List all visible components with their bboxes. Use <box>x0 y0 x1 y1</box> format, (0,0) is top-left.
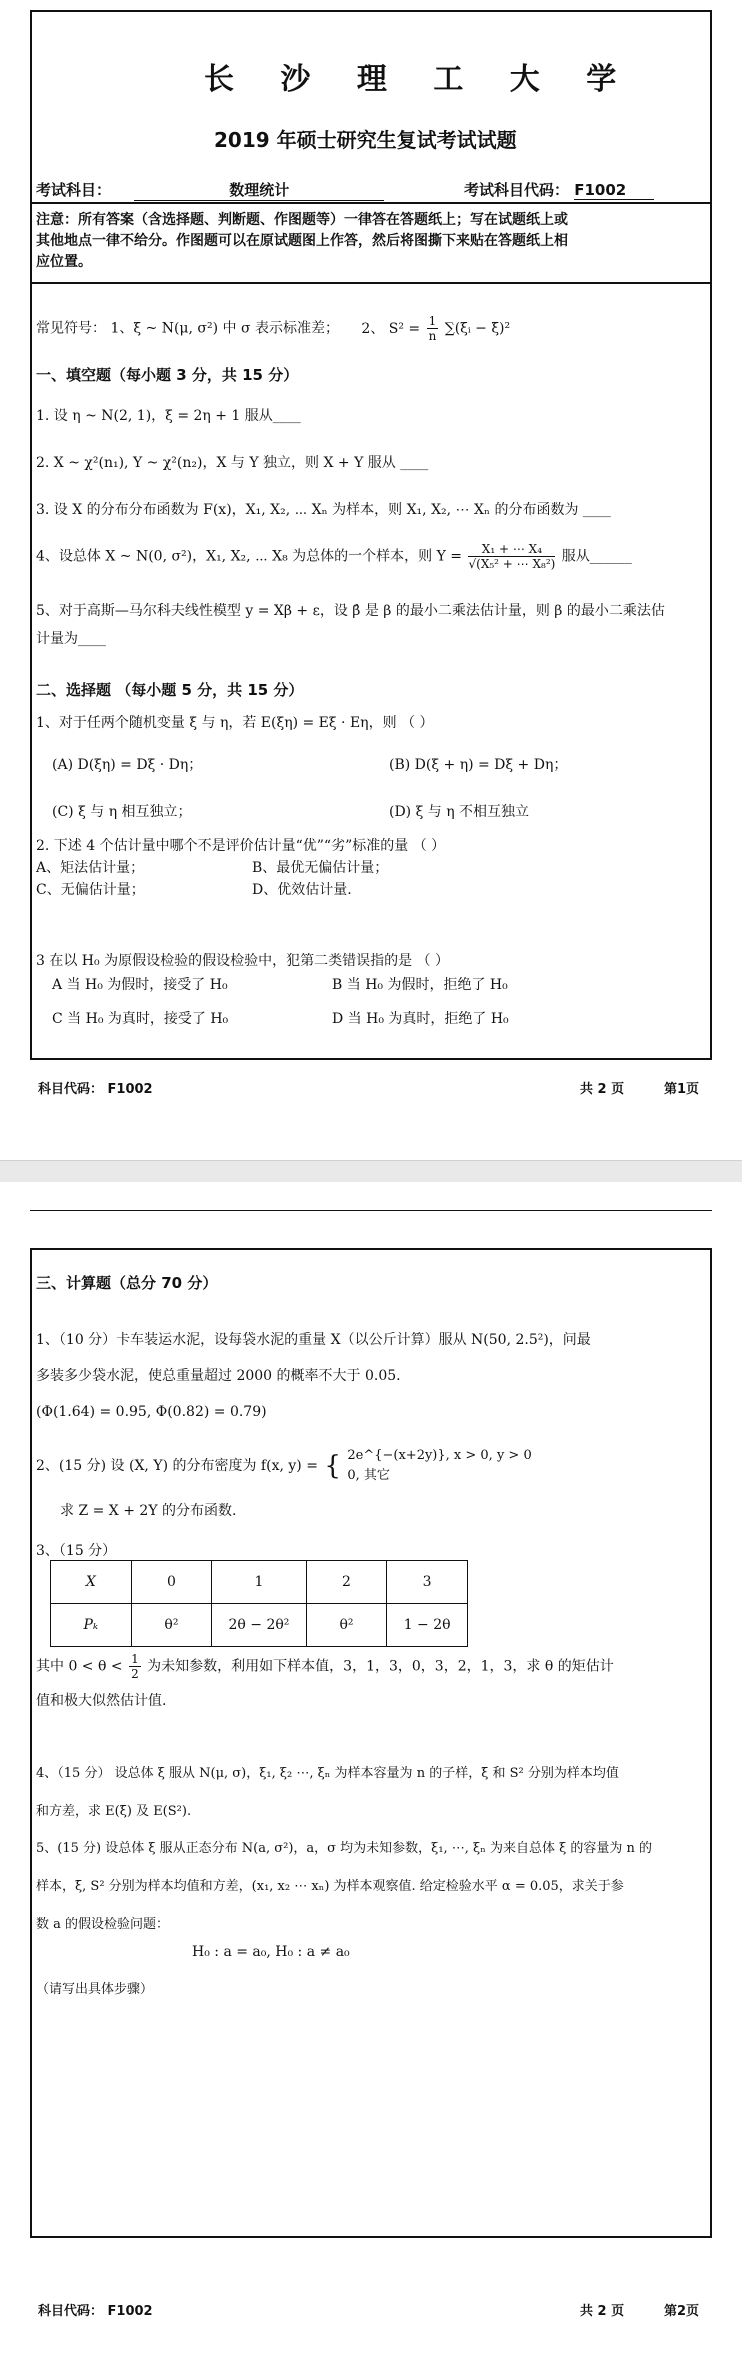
table-cell: 2 <box>306 1561 387 1604</box>
q1-4-fraction: $\frac{\text{X₁ + ⋯ X₄}}{\text{√(X₅² + ⋯ X₈²)}}$ <box>468 542 556 571</box>
q2-1-option-a: (A) D(ξη) = Dξ · Dη； <box>52 757 203 773</box>
calc-3-label: 3、（15 分） <box>36 1543 117 1559</box>
table-cell: 1 <box>212 1561 306 1604</box>
q2-2-option-d: D、优效估计量. <box>252 882 352 898</box>
subject-label: 考试科目： <box>36 181 112 199</box>
table-row <box>51 1604 468 1647</box>
table-cell: 0 <box>131 1561 212 1604</box>
table-cell: Pₖ <box>83 1617 99 1633</box>
q2-2-option-c: C、无偏估计量； <box>36 882 145 898</box>
q2-1-option-d: (D) ξ 与 η 不相互独立 <box>389 804 530 820</box>
table-cell: X <box>85 1574 96 1590</box>
q1-3: 3. 设 X 的分布分布函数为 F(x)，X₁, X₂, ⋯ Xₙ 为样本，则 X₁, X₂, ⋯ Xₙ 的分布函数为 ____ <box>36 502 611 518</box>
distribution-table <box>50 1560 468 1647</box>
calc-1-line: (Φ(1.64) = 0.95, Φ(0.82) = 0.79) <box>36 1404 267 1420</box>
brace: { <box>324 1451 341 1481</box>
q1-5 <box>36 597 665 653</box>
table-row <box>51 1561 468 1604</box>
code-label: 考试科目代码： <box>464 181 570 199</box>
calc-2 <box>36 1446 532 1486</box>
calc-1 <box>36 1322 591 1430</box>
calc-3-pre: 其中 0 < θ < <box>36 1658 123 1675</box>
divider <box>32 202 710 204</box>
q2-1: 1、对于任两个随机变量 ξ 与 η，若 E(ξη) = Eξ · Eη，则 （ ） <box>36 715 434 731</box>
symbols-row <box>36 314 510 343</box>
exam-frame-1 <box>30 10 712 1060</box>
page-separator <box>0 1160 742 1184</box>
symbols-2: 2、 S² = <box>361 320 421 337</box>
q1-4-text: 4、设总体 X ~ N(0, σ²)，X₁, X₂, ⋯ X₈ 为总体的一个样本，则 Y = <box>36 548 463 565</box>
table-cell: 3 <box>387 1561 468 1604</box>
exam-page-1 <box>0 0 742 1160</box>
footer-subject-code: 科目代码： F1002 <box>38 1082 153 1097</box>
symbols-2-fraction: $\frac{1}{n}$ <box>428 314 437 343</box>
code-row <box>464 179 654 200</box>
footer-page-number: 第1页 <box>664 1082 700 1097</box>
calc-3-post: 为未知参数，利用如下样本值，3，1，3，0，3，2，1，3，求 θ 的矩估计 <box>147 1658 614 1675</box>
notice-line: 注意：所有答案（含选择题、判断题、作图题等）一律答在答题纸上；写在试题纸上或 <box>36 212 568 228</box>
calc-2-cases <box>347 1446 531 1486</box>
table-cell: 1 − 2θ <box>387 1604 468 1647</box>
symbols-1: 1、ξ ~ N(μ, σ²) 中 σ 表示标准差； <box>110 320 339 337</box>
table-cell: 2θ − 2θ² <box>212 1604 306 1647</box>
notice <box>36 210 568 273</box>
q1-1: 1. 设 η ~ N(2, 1)，ξ = 2η + 1 服从____ <box>36 408 301 424</box>
q2-3-option-c: C 当 H₀ 为真时，接受了 H₀ <box>52 1011 229 1027</box>
q2-3-option-a: A 当 H₀ 为假时，接受了 H₀ <box>52 977 228 993</box>
section-3-heading: 三、计算题（总分 70 分） <box>36 1274 218 1292</box>
q1-4-tail: 服从______ <box>561 548 632 565</box>
notice-line: 应位置。 <box>36 254 92 270</box>
q2-3-option-d: D 当 H₀ 为真时，拒绝了 H₀ <box>332 1011 509 1027</box>
calc-5-line: 5、(15 分) 设总体 ξ 服从正态分布 N(a, σ²)，a，σ 均为未知参数，ξ₁, ⋯, ξₙ 为来自总体 ξ 的容量为 n 的 <box>36 1841 653 1856</box>
calc-2-text: 2、(15 分) 设 (X, Y) 的分布密度为 f(x, y) = <box>36 1458 318 1474</box>
calc-5-hypothesis: H₀ : a = a₀, H₀ : a ≠ a₀ <box>192 1944 350 1960</box>
q2-3-option-b: B 当 H₀ 为假时，拒绝了 H₀ <box>332 977 508 993</box>
q2-1-option-c: (C) ξ 与 η 相互独立； <box>52 804 192 820</box>
calc-3-line: 值和极大似然估计值. <box>36 1693 167 1709</box>
q2-2: 2. 下述 4 个估计量中哪个不是评价估计量“优”“劣”标准的量 （ ） <box>36 838 446 854</box>
q1-5-line: 计量为____ <box>36 631 106 647</box>
subject-value: 数理统计 <box>134 179 384 201</box>
calc-5-line: 样本，ξ̄, S² 分别为样本均值和方差，(x₁, x₂ ⋯ xₙ) 为样本观察值. 给定检验水平 α = 0.05，求关于参 <box>36 1879 624 1894</box>
q2-2-option-b: B、最优无偏估计量； <box>252 860 389 876</box>
divider <box>32 282 710 284</box>
calc-1-line: 1、（10 分）卡车装运水泥，设每袋水泥的重量 X（以公斤计算）服从 N(50, 2.5²)，问最 <box>36 1332 591 1348</box>
q2-1-option-b: (B) D(ξ + η) = Dξ + Dη； <box>389 757 568 773</box>
calc-1-line: 多装多少袋水泥，使总重量超过 2000 的概率不大于 0.05. <box>36 1368 401 1384</box>
university-name: 长 沙 理 工 大 学 <box>204 62 635 97</box>
q1-5-line: 5、对于高斯—马尔科夫线性模型 y = Xβ + ε，设 β̂ 是 β 的最小二乘法估计量，则 β 的最小二乘法估 <box>36 603 665 619</box>
code-value: F1002 <box>574 181 654 200</box>
calc-3-fraction: $\frac{1}{2}$ <box>131 1652 139 1681</box>
footer-subject-code: 科目代码： F1002 <box>38 2304 153 2319</box>
exam-frame-2 <box>30 1248 712 2238</box>
symbols-2-sum: ∑(ξᵢ − ξ̄)² <box>444 320 511 337</box>
calc-3-text <box>36 1652 614 1681</box>
calc-5-line: 数 a 的假设检验问题： <box>36 1917 170 1932</box>
notice-line: 其他地点一律不给分。作图题可以在原试题图上作答，然后将图撕下来贴在答题纸上相 <box>36 233 568 249</box>
calc-2-question: 求 Z = X + 2Y 的分布函数. <box>60 1503 237 1519</box>
section-2-heading: 二、选择题 （每小题 5 分，共 15 分） <box>36 681 304 699</box>
footer-page-number: 第2页 <box>664 2304 700 2319</box>
subject-row <box>36 179 384 201</box>
calc-5 <box>36 1830 652 1944</box>
q2-2-option-a: A、矩法估计量； <box>36 860 145 876</box>
table-cell: θ² <box>131 1604 212 1647</box>
calc-4 <box>36 1755 619 1831</box>
top-rule <box>30 1210 712 1211</box>
footer-total-pages: 共 2 页 <box>580 1082 625 1097</box>
calc-4-line: 4、（15 分） 设总体 ξ 服从 N(μ, σ)，ξ₁, ξ₂ ⋯, ξₙ 为样本容量为 n 的子样，ξ̄ 和 S² 分别为样本均值 <box>36 1766 619 1781</box>
calc-5-note: （请写出具体步骤） <box>36 1982 154 1997</box>
q1-2: 2. X ~ χ²(n₁), Y ~ χ²(n₂)，X 与 Y 独立，则 X + Y 服从 ____ <box>36 455 429 471</box>
case-line: 2e^{−(x+2y)}, x > 0, y > 0 <box>347 1448 532 1463</box>
exam-page-2 <box>0 1182 742 2373</box>
case-line: 0, 其它 <box>347 1468 390 1483</box>
symbols-label: 常见符号： <box>36 320 106 337</box>
footer-total-pages: 共 2 页 <box>580 2304 625 2319</box>
calc-4-line: 和方差，求 E(ξ̄) 及 E(S²). <box>36 1804 192 1819</box>
exam-title: 2019 年硕士研究生复试考试试题 <box>214 128 517 152</box>
q2-3: 3 在以 H₀ 为原假设检验的假设检验中，犯第二类错误指的是 （ ） <box>36 953 449 969</box>
q1-4 <box>36 542 632 571</box>
table-cell: θ² <box>306 1604 387 1647</box>
section-1-heading: 一、填空题（每小题 3 分，共 15 分） <box>36 366 299 384</box>
